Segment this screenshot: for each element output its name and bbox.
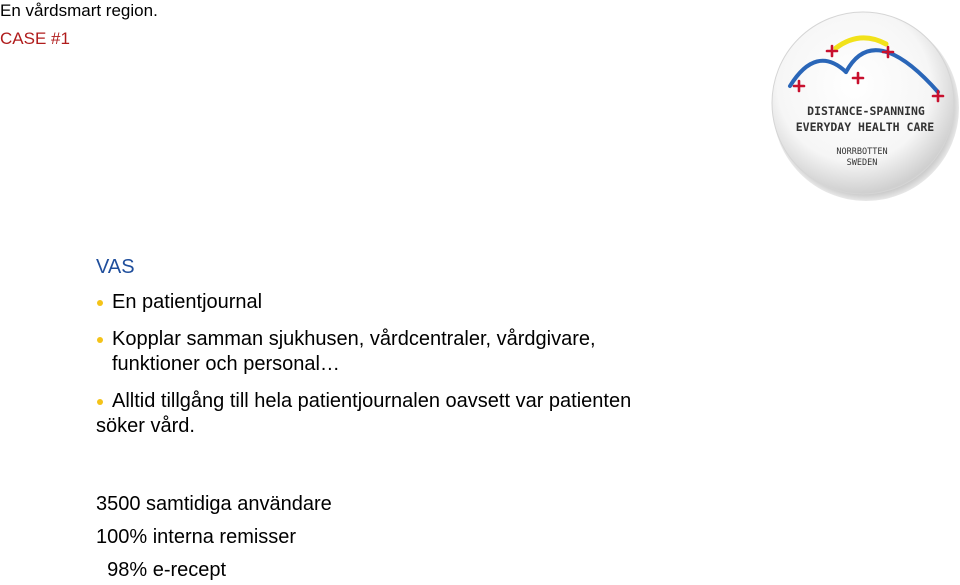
- case-label: CASE #1: [0, 29, 70, 48]
- bullet-text: Kopplar samman sjukhusen, vårdcentraler, vårdgivare,: [112, 328, 596, 350]
- logo-text-line3: NORRBOTTEN: [836, 147, 888, 157]
- bullet-item: [96, 327, 716, 377]
- section-title: VAS: [96, 256, 135, 278]
- bullet-dot: [97, 337, 103, 343]
- slide-subtitle: En vårdsmart region.: [0, 1, 158, 20]
- stat-concurrent-users: 3500 samtidiga användare: [96, 493, 332, 515]
- logo-text-line2: EVERYDAY HEALTH CARE: [795, 120, 935, 134]
- bullet-dot: [97, 300, 103, 306]
- distance-spanning-logo: [768, 4, 960, 204]
- stat-internal-referrals: 100% interna remisser: [96, 526, 297, 548]
- stat-e-prescriptions: 98% e-recept: [96, 559, 227, 581]
- bullet-list: [96, 290, 716, 439]
- logo-text-line1: DISTANCE-SPANNING: [807, 104, 925, 118]
- logo-text-line4: SWEDEN: [846, 158, 878, 168]
- bullet-text-continued: funktioner och personal…: [112, 353, 340, 375]
- bullet-dot: [97, 399, 103, 405]
- bullet-text: En patientjournal: [112, 291, 263, 313]
- stats-list: [96, 492, 332, 585]
- bullet-item: [96, 290, 716, 315]
- bullet-item: [96, 389, 716, 439]
- bullet-text: Alltid tillgång till hela patientjournalen oavsett var patienten: [112, 390, 632, 412]
- bullet-text-continued: söker vård.: [96, 415, 195, 437]
